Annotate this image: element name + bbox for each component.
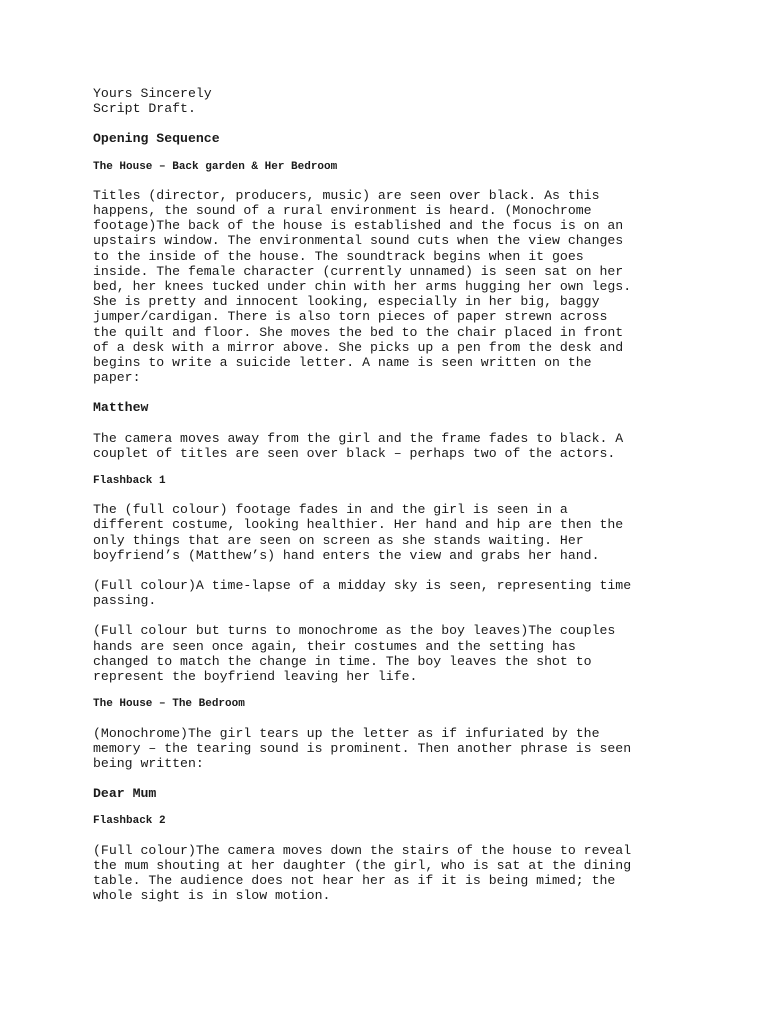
paragraph-time-lapse — [93, 578, 683, 608]
paragraph-line: whole sight is in slow motion. — [93, 888, 331, 904]
paragraph-line: represent the boyfriend leaving her life. — [93, 669, 418, 685]
paragraph-line: couplet of titles are seen over black – perhaps two of the actors. — [93, 445, 616, 461]
paragraph-line: happens, the sound of a rural environment is heard. (Monochrome — [93, 203, 592, 219]
paragraph-line: different costume, looking healthier. Her hand and hip are then the — [93, 517, 624, 533]
section-heading-flashback-1: Flashback 1 — [93, 475, 166, 488]
paragraph-fade-to-black — [93, 431, 683, 461]
paragraph-line: (Full colour)A time-lapse of a midday sky is seen, representing time — [93, 578, 632, 594]
paragraph-line: hands are seen once again, their costumes and the setting has — [93, 638, 576, 654]
script-page — [93, 86, 683, 903]
paragraph-tears-letter — [93, 726, 683, 772]
paragraph-flashback-1 — [93, 502, 683, 563]
paragraph-line: (Full colour)The camera moves down the stairs of the house to reveal — [93, 842, 632, 858]
scene-heading-bedroom: The House – The Bedroom — [93, 698, 245, 711]
paragraph-line: inside. The female character (currently unnamed) is seen sat on her — [93, 263, 624, 279]
section-heading-flashback-2: Flashback 2 — [93, 815, 166, 828]
paragraph-line: begins to write a suicide letter. A name is seen written on the — [93, 355, 592, 371]
paragraph-line: footage)The back of the house is established and the focus is on an — [93, 218, 624, 234]
paragraph-opening — [93, 188, 683, 386]
paragraph-line: changed to match the change in time. The boy leaves the shot to — [93, 653, 592, 669]
paragraph-line: table. The audience does not hear her as if it is being mimed; the — [93, 872, 616, 888]
paragraph-line: memory – the tearing sound is prominent. Then another phrase is seen — [93, 740, 632, 756]
paragraph-line: The camera moves away from the girl and the frame fades to black. A — [93, 430, 624, 446]
paragraph-line: the quilt and floor. She moves the bed to the chair placed in front — [93, 324, 624, 340]
paragraph-line: boyfriend’s (Matthew’s) hand enters the view and grabs her hand. — [93, 547, 600, 563]
paragraph-line: The (full colour) footage fades in and the girl is seen in a — [93, 502, 568, 518]
paragraph-line: to the inside of the house. The soundtrack begins when it goes — [93, 248, 584, 264]
header-subtitle: Script Draft. — [93, 101, 196, 117]
paragraph-flashback-2 — [93, 843, 683, 904]
paragraph-line: (Monochrome)The girl tears up the letter as if infuriated by the — [93, 725, 600, 741]
header-title: Yours Sincerely — [93, 86, 212, 101]
paragraph-line: upstairs window. The environmental sound cuts when the view changes — [93, 233, 624, 249]
paragraph-couples-hands — [93, 623, 683, 684]
paragraph-line: bed, her knees tucked under chin with her arms hugging her own legs. — [93, 279, 632, 295]
paragraph-line: passing. — [93, 593, 157, 609]
paragraph-line: of a desk with a mirror above. She picks up a pen from the desk and — [93, 339, 624, 355]
paragraph-line: She is pretty and innocent looking, especially in her big, baggy — [93, 294, 600, 310]
paragraph-line: only things that are seen on screen as she stands waiting. Her — [93, 532, 584, 548]
letter-name-dear-mum: Dear Mum — [93, 786, 157, 802]
paragraph-line: the mum shouting at her daughter (the girl, who is sat at the dining — [93, 857, 632, 873]
paragraph-line: jumper/cardigan. There is also torn pieces of paper strewn across — [93, 309, 608, 325]
letter-name-matthew: Matthew — [93, 400, 149, 416]
paragraph-line: being written: — [93, 755, 204, 771]
section-heading-opening: Opening Sequence — [93, 131, 220, 147]
scene-heading-back-garden: The House – Back garden & Her Bedroom — [93, 160, 338, 173]
paragraph-line: Titles (director, producers, music) are seen over black. As this — [93, 187, 600, 203]
paragraph-line: paper: — [93, 370, 141, 386]
paragraph-line: (Full colour but turns to monochrome as the boy leaves)The couples — [93, 623, 616, 639]
